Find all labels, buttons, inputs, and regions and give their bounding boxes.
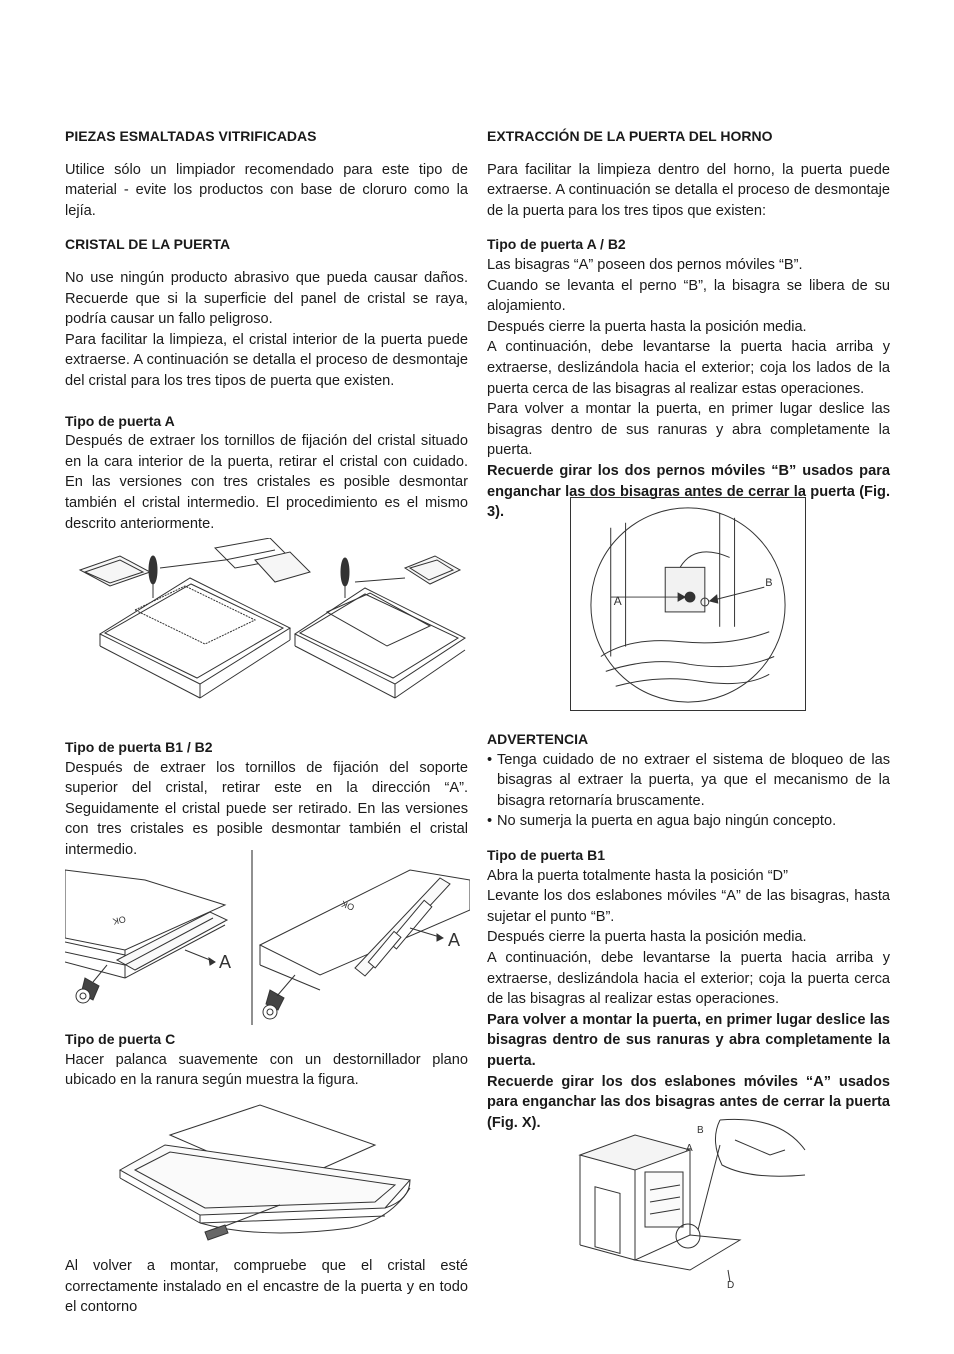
door-type-b1-title: Tipo de puerta B1 [487, 846, 605, 863]
warning-list [487, 750, 890, 832]
door-a-right-assembly [295, 556, 465, 698]
reassembly-text: Al volver a montar, compruebe que el cristal esté correctamente instalado en el encastre de la puerta y en todo el contorno [65, 1258, 468, 1316]
b1-text-4: A continuación, debe levantarse la puerta hacia arriba y extraerse, deslizándola hacia el exterior; coja la puerta cerca de las bisagras al realizar estas operaciones. [487, 949, 890, 1008]
b1b2-label-a-left: A [219, 952, 232, 972]
door-type-b1b2-title: Tipo de puerta B1 / B2 [65, 739, 213, 755]
door-type-ab2-title: Tipo de puerta A / B2 [487, 236, 626, 253]
left-column-b [65, 737, 468, 861]
b1b2-glass-mark-right: OK [340, 898, 356, 913]
section-title-door-removal: EXTRACCIÓN DE LA PUERTA DEL HORNO [487, 128, 773, 144]
left-column [65, 126, 468, 534]
oven-label-d: D [727, 1280, 735, 1291]
oven-label-b: B [697, 1125, 704, 1136]
figure-door-type-c [110, 1100, 430, 1245]
figure-hinge-detail [570, 497, 806, 711]
hinge-label-a: A [613, 593, 622, 608]
left-column-final [65, 1256, 468, 1318]
door-a-left-assembly [80, 538, 310, 698]
figure-oven-open-door [570, 1110, 810, 1295]
b1-text-1: Abra la puerta totalmente hasta la posición “D” [487, 867, 788, 884]
figure-door-type-b1b2 [65, 850, 470, 1025]
b1b2-left-panel [65, 870, 231, 1003]
door-type-a-title: Tipo de puerta A [65, 412, 175, 429]
b1-bold-note-1: Para volver a montar la puerta, en primer lugar deslice las bisagras dentro de sus ranuras y abra completamente la puerta. [487, 1011, 890, 1069]
b1b2-glass-mark-left: OK [111, 914, 127, 927]
door-glass-text-1: No use ningún producto abrasivo que pueda causar daños. Recuerde que si la superficie del panel de cristal se raya, podría causar un fallo peligroso. [65, 269, 468, 328]
section-title-door-glass: CRISTAL DE LA PUERTA [65, 236, 231, 253]
enamel-text: Utilice sólo un limpiador recomendado para este tipo de material - evite los productos con base de cloruro como la lejía. [65, 161, 468, 219]
door-glass-text-2: Para facilitar la limpieza, el cristal interior de la puerta puede extraerse. A continuación se detalla el proceso de desmontaje del cristal para los tres tipos de puerta que existen. [65, 331, 468, 389]
ab2-text-5: Para volver a montar la puerta, en primer lugar deslice las bisagras dentro de sus ranuras y abra completamente la puerta. [487, 401, 890, 459]
door-type-c-title: Tipo de puerta C [65, 1031, 176, 1047]
b1b2-label-a-right: A [448, 930, 461, 950]
ab2-bold-note: Recuerde girar los dos pernos móviles “B” usados para enganchar las dos bisagras antes de cerrar la puerta (Fig. 3). [487, 462, 890, 521]
figure-door-type-a [65, 538, 470, 718]
right-column [487, 126, 890, 523]
ab2-text-4: A continuación, debe levantarse la puerta hacia arriba y extraerse, deslizándola hacia el exterior; coja los lados de la puerta cerca de las bisagras al realizar estas operaciones. [487, 339, 890, 397]
door-type-a-text: Después de extraer los tornillos de fijación del cristal situado en la cara interior de la puerta, retirar el cristal con cuidado. En las versiones con tres cristales es posible desmontar también el cristal intermedio. El procedimiento es el mismo descrito anteriormente. [65, 433, 468, 532]
left-column-c [65, 1029, 468, 1091]
door-type-c-text: Hacer palanca suavemente con un destornillador plano ubicado en la ranura según muestra la figura. [65, 1051, 468, 1089]
warning-item-1: • Tenga cuidado de no extraer el sistema de bloqueo de las bisagras al extraer la puerta, ya que el mecanismo de la bisagra retornaría bruscamente. [487, 750, 890, 812]
door-removal-text: Para facilitar la limpieza dentro del horno, la puerta puede extraerse. A continuación se detalla el proceso de desmontaje de la puerta para los tres tipos que existen: [487, 161, 890, 219]
ab2-text-1: Las bisagras “A” poseen dos pernos móviles “B”. [487, 256, 803, 273]
warning-item-2: • No sumerja la puerta en agua bajo ningún concepto. [487, 811, 890, 832]
right-column-warning [487, 729, 890, 1133]
oven-label-a: A [686, 1143, 693, 1154]
ab2-text-3: Después cierre la puerta hasta la posición media. [487, 318, 807, 335]
section-title-enamel: PIEZAS ESMALTADAS VITRIFICADAS [65, 128, 317, 144]
b1b2-right-panel [260, 870, 470, 1019]
door-type-b1b2-text: Después de extraer los tornillos de fijación del soporte superior del cristal, retirar este en la dirección “A”. Seguidamente el cristal puede ser retirado. En las versiones con tres cristales es posible desmontar también el cristal intermedio. [65, 759, 468, 858]
warning-title: ADVERTENCIA [487, 731, 589, 747]
b1-text-2: Levante los dos eslabones móviles “A” de las bisagras, hasta sujetar el punto “B”. [487, 888, 890, 925]
ab2-text-2: Cuando se levanta el perno “B”, la bisagra se libera de su alojamiento. [487, 277, 890, 315]
b1-bold-note-2: Recuerde girar los dos eslabones móviles “A” usados para enganchar las dos bisagras antes de cerrar la puerta (Fig. X). [487, 1073, 890, 1131]
hinge-label-b: B [765, 577, 773, 590]
b1-text-3: Después cierre la puerta hasta la posición media. [487, 929, 807, 946]
